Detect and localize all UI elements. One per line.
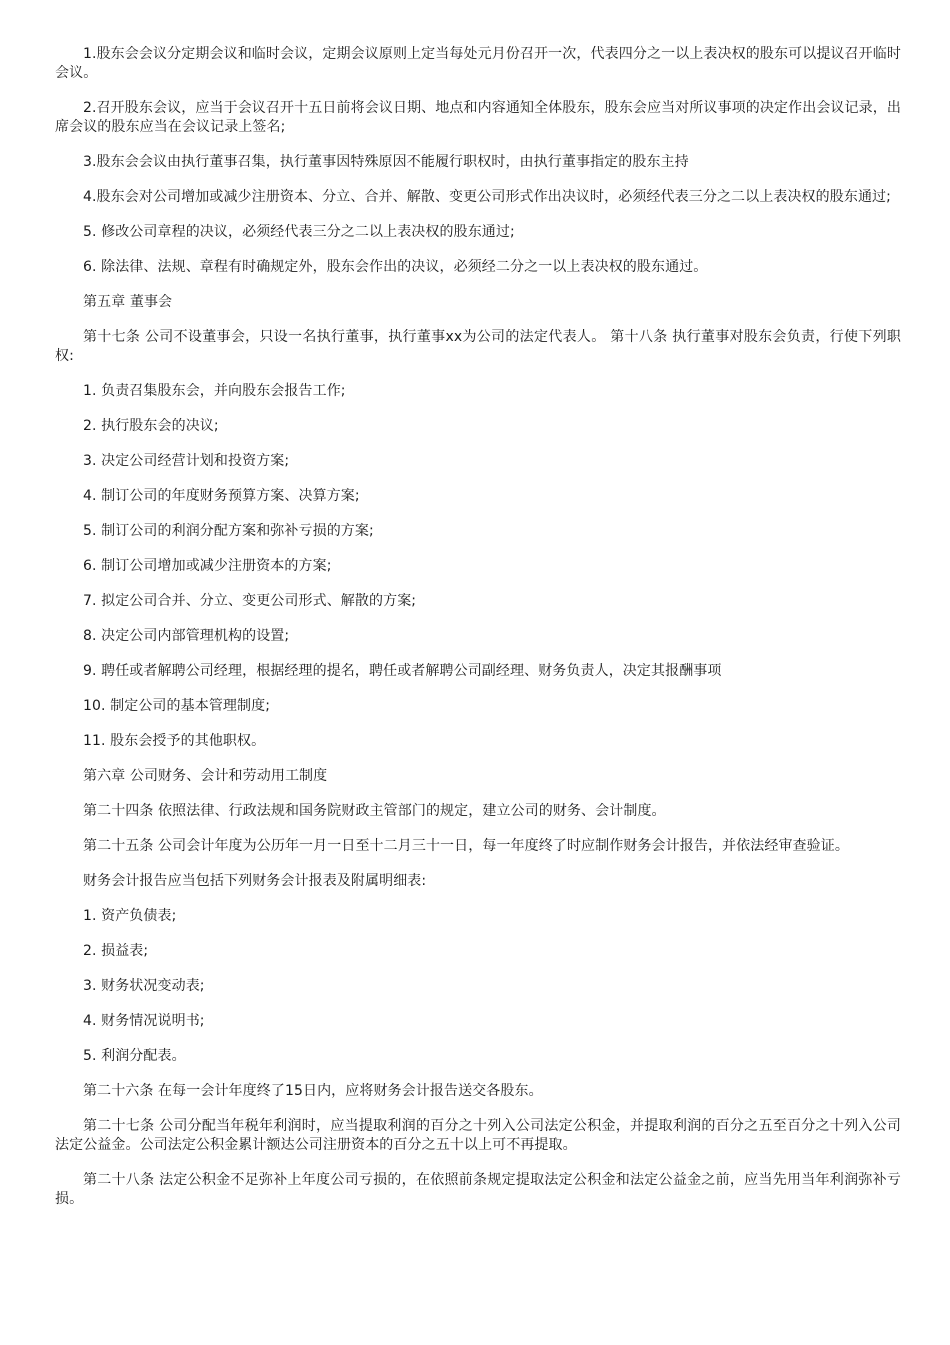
list-item-duty-1: 1. 负责召集股东会，并向股东会报告工作;: [83, 383, 346, 399]
list-item-duty-9: 9. 聘任或者解聘公司经理，根据经理的提名，聘任或者解聘公司副经理、财务负责人，决定其报酬事项: [83, 663, 722, 679]
paragraph-meeting-types: 1.股东会会议分定期会议和临时会议，定期会议原则上定当每处元月份召开一次，代表四分之一以上表决权的股东可以提议召开临时会议。: [55, 46, 901, 81]
list-item-duty-10: 10. 制定公司的基本管理制度;: [83, 698, 271, 714]
list-item-report-2: 2. 损益表;: [83, 943, 149, 959]
paragraph-meeting-notice: 2.召开股东会议，应当于会议召开十五日前将会议日期、地点和内容通知全体股东，股东会应当对所议事项的决定作出会议记录，出席会议的股东应当在会议记录上签名;: [55, 100, 901, 135]
chapter-heading-finance: 第六章 公司财务、会计和劳动用工制度: [83, 768, 328, 784]
paragraph-report-contents: 财务会计报告应当包括下列财务会计报表及附属明细表:: [83, 873, 427, 889]
paragraph-article-24: 第二十四条 依照法律、行政法规和国务院财政主管部门的规定，建立公司的财务、会计制度。: [83, 803, 666, 819]
chapter-heading-board: 第五章 董事会: [83, 294, 173, 310]
paragraph-article-25: 第二十五条 公司会计年度为公历年一月一日至十二月三十一日，每一年度终了时应制作财务会计报告，并依法经审查验证。: [83, 838, 849, 854]
paragraph-resolution-majority: 6. 除法律、法规、章程有时确规定外，股东会作出的决议，必须经二分之一以上表决权的股东通过。: [83, 259, 708, 275]
list-item-duty-4: 4. 制订公司的年度财务预算方案、决算方案;: [83, 488, 360, 504]
list-item-report-4: 4. 财务情况说明书;: [83, 1013, 205, 1029]
paragraph-article-26: 第二十六条 在每一会计年度终了15日内，应将财务会计报告送交各股东。: [83, 1083, 543, 1099]
list-item-report-1: 1. 资产负债表;: [83, 908, 177, 924]
list-item-duty-2: 2. 执行股东会的决议;: [83, 418, 219, 434]
list-item-duty-3: 3. 决定公司经营计划和投资方案;: [83, 453, 290, 469]
list-item-duty-8: 8. 决定公司内部管理机构的设置;: [83, 628, 290, 644]
paragraph-capital-resolution: 4.股东会对公司增加或减少注册资本、分立、合并、解散、变更公司形式作出决议时，必须经代表三分之二以上表决权的股东通过;: [83, 189, 891, 205]
list-item-duty-11: 11. 股东会授予的其他职权。: [83, 733, 266, 749]
paragraph-meeting-convener: 3.股东会会议由执行董事召集，执行董事因特殊原因不能履行职权时，由执行董事指定的股东主持: [83, 154, 689, 170]
list-item-report-3: 3. 财务状况变动表;: [83, 978, 205, 994]
paragraph-articles-amendment: 5. 修改公司章程的决议，必须经代表三分之二以上表决权的股东通过;: [83, 224, 515, 240]
list-item-report-5: 5. 利润分配表。: [83, 1048, 186, 1064]
list-item-duty-5: 5. 制订公司的利润分配方案和弥补亏损的方案;: [83, 523, 374, 539]
document-body: [55, 45, 901, 1225]
list-item-duty-7: 7. 拟定公司合并、分立、变更公司形式、解散的方案;: [83, 593, 417, 609]
paragraph-article-28: 第二十八条 法定公积金不足弥补上年度公司亏损的，在依照前条规定提取法定公积金和法定公益金之前，应当先用当年利润弥补亏损。: [55, 1172, 901, 1207]
paragraph-article-27: 第二十七条 公司分配当年税年利润时，应当提取利润的百分之十列入公司法定公积金，并提取利润的百分之五至百分之十列入公司法定公益金。公司法定公积金累计额达公司注册资本的百分之五十以上可不再提取。: [55, 1118, 901, 1153]
list-item-duty-6: 6. 制订公司增加或减少注册资本的方案;: [83, 558, 332, 574]
paragraph-article-17-18: 第十七条 公司不设董事会，只设一名执行董事，执行董事xx为公司的法定代表人。 第十八条 执行董事对股东会负责，行使下列职权:: [55, 329, 901, 364]
